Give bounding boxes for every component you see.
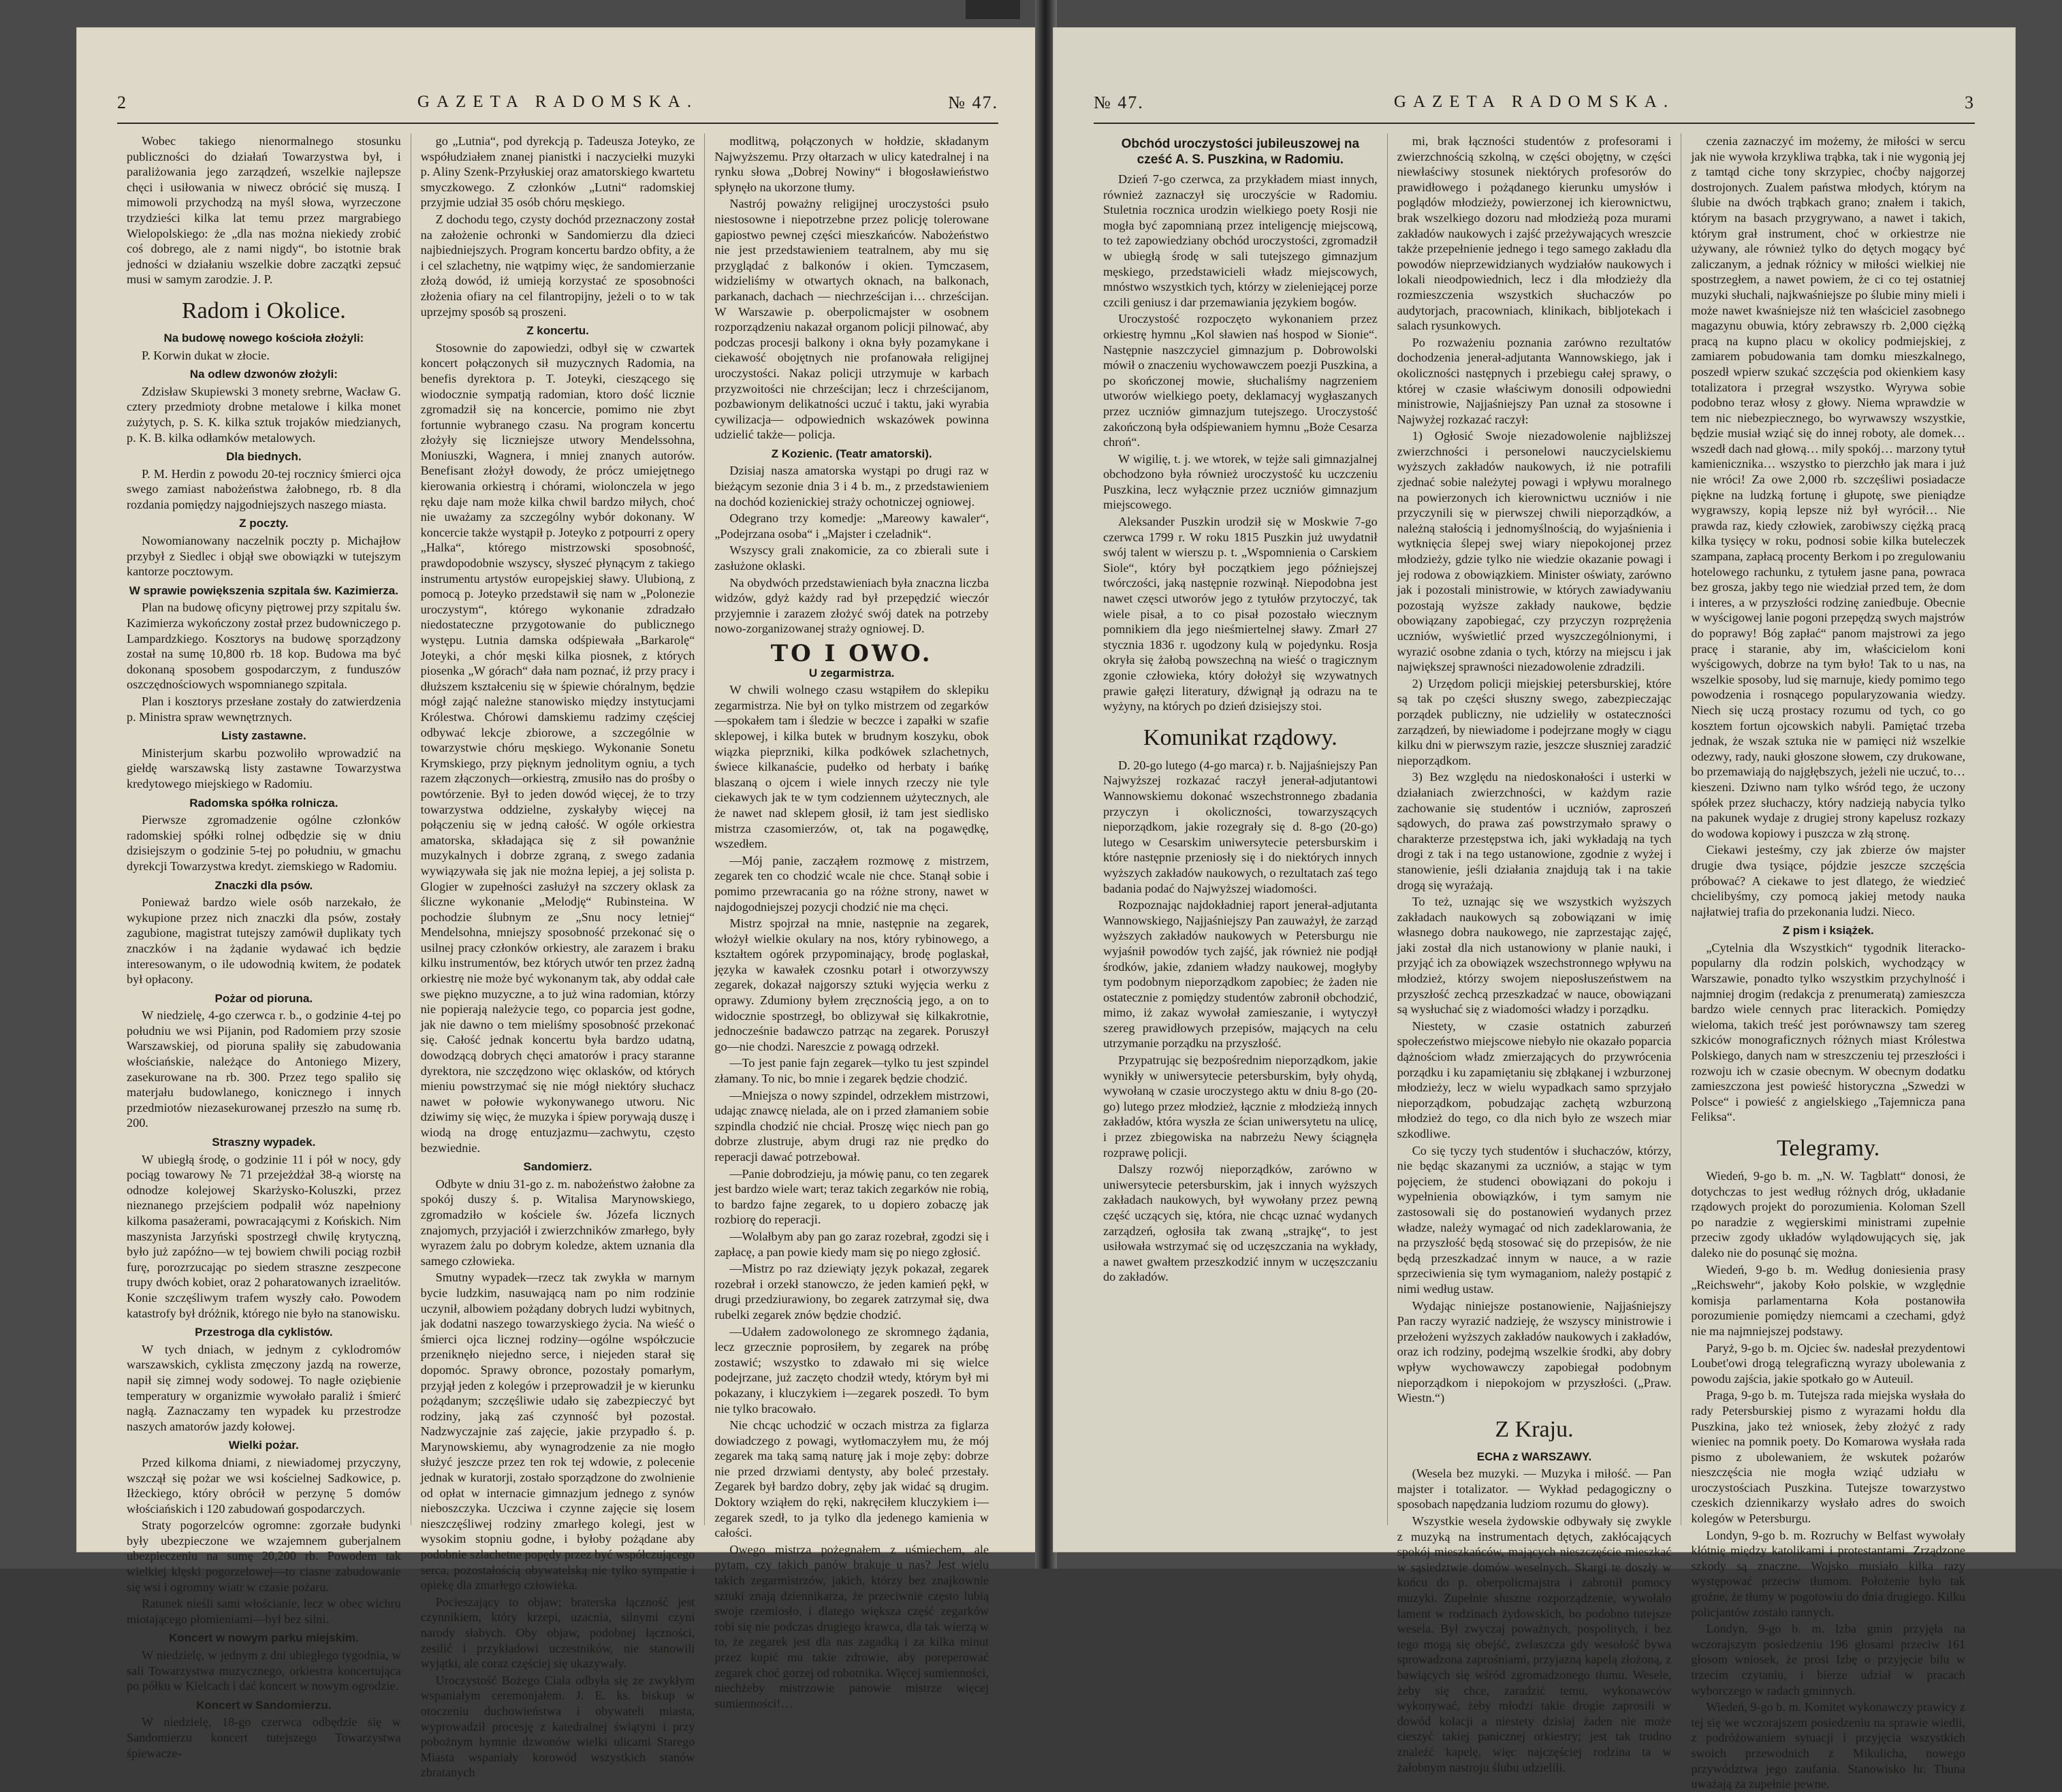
left-column-1 <box>117 133 411 1760</box>
left-masthead: GAZETA RADOMSKA. <box>417 93 699 111</box>
article-paragraph: Londyn, 9-go b. m. Izba gmin przyjęła na wczorajszym posiedzeniu 196 głosami przeciw 161 głosom wniosek, że prosi Izbę o przyjęcie bilu w trzecim czytaniu, i bierze udział w pracach wyborczego w radach gminnych. <box>1691 1622 1966 1697</box>
article-paragraph: Uroczystość Bożego Ciała odbyła się ze zwykłym wspaniałym ceremonjałem. J. E. ks. biskup w otoczeniu duchowieństwa i obywateli miasta, wyprowadził procesję z katedralnej świątyni i przy pobożnym hymnie dzwonów wielki ulicami Starego Miasta wspaniały korowód wszystkich stanów zbratanych <box>420 1673 695 1780</box>
article-paragraph: Rozpoznając najdokładniej raport jenerał-adjutanta Wannowskiego, Najjaśniejszy Pan zauważył, że zarząd wyższych zakładów naukowych w Petersburgu nie wyjaśnił powodów tych zajść, jak również nie podjął środków, jakie, zdaniem władzy naukowej, mogłyby tym podobnym nieporządkom zapobiec; że żaden nie ostatecznie z pomiędzy studentów zabronił obchodzić, mimo, iż zakaz wywołał zamieszanie, i wytyczył szereg prawidłowych przepisów, mających na celu utrzymanie porządku na przyszłość. <box>1103 898 1378 1051</box>
article-paragraph: Wszystkie wesela żydowskie odbywały się zwykle z muzyką na instrumentach dętych, zakłócających spokój mieszkańców, mających nieszczęście mieszkać w sąsiedztwie domów weselnych. Skargi te doszły w końcu do p. oberpolicmajstra i zabronił pomocy muzyki. Zupełnie słuszne rozporządzenie, wywołało lament w rodzinach żydowskich, bo podobno tutejsze wesela. Był zwyczaj poważnych, pospolitych, i bez tego mogą się obejść, zwłaszcza gdy wesołość bywa sprowadzona zaprośniami, przyjazną kapelą złożoną, z bawiących się wśród zgromadzonego tłumu. Wesele, żeby się chce, zaradzić temu, wykonawców wykonywać, żeby młodzi takie drogie zaprosili w dowód kolacji a niestety dzisiaj żaden nie może cieszyć takiej panicznej orkiestry; jest tak trudno znaleźć kapelę, więc najczęściej rodzina ta w żałobnym nastroju ślubu udzielili. <box>1397 1514 1672 1774</box>
left-page-number: 2 <box>117 93 127 112</box>
article-paragraph: —Mój panie, zacząłem rozmowę z mistrzem, zegarek ten co chodzić wcale nie chce. Stanął sobie i pomimo przewracania go na różne strony, nawet w najdogodniejszej pozycji chodzić nie ma chęci. <box>714 853 989 914</box>
article-paragraph: Praga, 9-go b. m. Tutejsza rada miejska wysłała do rady Petersburskiej pismo z wyrazami hołdu dla Puszkina, jako też wniosek, żeby złożyć z rady wieniec na pomnik poety. Do Komarowa wysłała rada pismo z ubolewaniem, że wskutek pożarów nieszczęścia nie mogła wziąć udziału w uroczystościach Puszkina. Tutejsze towarzystwo czeskich dziennikarzy wysłało adres do swoich kolegów w Petersburgu. <box>1691 1388 1966 1526</box>
right-column-1 <box>1094 133 1388 1525</box>
article-paragraph: Niestety, w czasie ostatnich zaburzeń społeczeństwo miejscowe niebyło nie okazało poparcia dążnościom władz zmierzających do przywrócenia porządku i ku zapamiętaniu się zbłąkanej i wzburzonej młodzieży, lecz w wielu wypadkach samo sprzyjało nieporządkom, pobudzając zachętą wzburzoną młodzież do tego, co dla nich było ze wszech miar szkodliwe. <box>1397 1019 1672 1140</box>
article-paragraph: Nastrój poważny religijnej uroczystości psuło niestosowne i niepotrzebne przez policję tolerowane gapiostwo pewnej części mieszkańców. Nabożeństwo nie jest przedstawieniem teatralnem, aby mu się przyglądać z balkonów i okien. Tymczasem, widzieliśmy w otwartych oknach, na balkonach, parkanach, dachach — niechrześcijan i… chrześcijan. W Warszawie p. oberpolicmajster w osobnem rozporządzeniu nakazał organom policji pilnować, aby podczas procesji balkony i okna były pozamykane i ciekawość obojętnych nie profanowała religijnej uroczystości. Nakaz policji utrzymuje w karbach przyzwoitości nie chrześcijan; lecz i chrześcijanom, pozbawionym delikatności uczuć i taktu, jaki wyrabia cywilizacja— odpowiednich wskazówek powinna udzielić także— policja. <box>714 197 989 442</box>
article-paragraph: To też, uznając się we wszystkich wyższych zakładach naukowych są zobowiązani w imię własnego dobra naukowego, nie zaprzestając zajęć, jaki został dla nich ustanowiony w planie nauki, i przyjąć ich za obowiązek wszechstronnego wpływu na młodzież, którzy swojem nieposłuszeństwem na przyszłość zechcą przeszkadzać w nauce, obowiązani są wysłuchać się z wiadomości władzy i porządku. <box>1397 895 1672 1017</box>
article-paragraph: —To jest panie fajn zegarek—tylko tu jest szpindel złamany. To nic, bo mnie i zegarek będzie chodzić. <box>714 1056 989 1086</box>
right-page <box>1053 27 2016 1791</box>
article-paragraph: Ponieważ bardzo wiele osób narzekało, że wykupione przez nich znaczki dla psów, zostały zagubione, magistrat tutejszy zamówił duplikaty tych znaczków i na żądanie wydawać ich będzie interesowanym, o ile udowodnią kwitem, że podatek był opłacony. <box>127 895 401 987</box>
article-paragraph: Paryż, 9-go b. m. Ojciec św. nadesłał prezydentowi Loubet'owi drogą telegraficzną wyrazy ubolewania z powodu zajścia, jakie spotkało go w Auteuil. <box>1691 1341 1966 1386</box>
article-heading: Pożar od pioruna. <box>215 991 313 1005</box>
article-heading: Z Kozienic. (Teatr amatorski). <box>771 447 932 460</box>
article-paragraph: 3) Bez względu na niedoskonałości i usterki w działaniach zwierzchności, w każdym razie zachowanie się studentów i uczniów, zaproszeń sądowych, do prawa zaś powstrzymało sprawy o charakterze przestępstwa ich, jaki wykładają na tych drogi z tak i na tego ustanowione, zgodnie z wyżej i stanowienie, jeśli działania znajdują tak i na takie drogą się wyrażają. <box>1397 770 1672 892</box>
article-paragraph: modlitwą, połączonych w hołdzie, składanym Najwyższemu. Przy ołtarzach w ulicy katedralnej i na rynku słowa „Dobrej Nowiny“ i błogosławieństwo spłynęło na ukorzone tłumy. <box>714 134 989 194</box>
article-heading: ECHA z WARSZAWY. <box>1476 1450 1592 1463</box>
article-paragraph: Co się tyczy tych studentów i słuchaczów, którzy, nie będąc skazanymi za uczniów, a stając w tym pojęciem, że studenci obowiązani do pokoju i wypełnienia obowiązków, i tym samym nie zastosowali się do postanowień wydanych przez władze, należy wymagać od nich zadeklarowania, że na przyszłość będą stosować się do przepisów, że nie będą przeszkadzać innym w nauce, a w razie sprzeciwienia się tym wymaganiom, należy postąpić z nimi według ustaw. <box>1397 1143 1672 1296</box>
article-heading: Znaczki dla psów. <box>215 878 313 892</box>
article-paragraph: Z dochodu tego, czysty dochód przeznaczony został na założenie ochronki w Sandomierzu dla dzieci najbiedniejszych. Program koncertu bardzo obfity, a że i cel szlachetny, nie wątpimy więc, że sandomierzanie złożą dowód, iż umieją korzystać ze sposobności złożenia ofiary na cel filantropijny, jeżeli o to w tak uprzejmy sposób są proszeni. <box>420 212 695 319</box>
article-heading: Na odlew dzwonów złożyli: <box>189 368 338 381</box>
article-paragraph: Na obydwóch przedstawieniach była znaczna liczba widzów, gdyż każdy rad był przepędzić wieczór przyjemnie i zarazem złożyć swój datek na potrzeby nowo-zorganizowanej straży ogniowej. D. <box>714 575 989 636</box>
right-masthead: GAZETA RADOMSKA. <box>1393 93 1675 111</box>
article-paragraph: Uroczystość rozpoczęto wykonaniem przez orkiestrę hymnu „Kol sławien naś hospod w Sionie“. Następnie naszczyciel gimnazjum p. Dobrowolski mówił o znaczeniu wychowawczem poezji Puszkina, a po skończonej mowie, słuchaliśmy nagrzeniem utworów wielkiego poety, deklamacyj wygłaszanych przez uczniów gimnazjum tutejszego. Uroczystość zakończoną była odśpiewaniem hymnu „Boże Cesarza chroń“. <box>1103 312 1378 449</box>
article-heading: W sprawie powiększenia szpitala św. Kazimierza. <box>129 583 398 597</box>
article-paragraph: 1) Ogłosić Swoje niezadowolenie najbliższej zwierzchności i personelowi nauczycielskiemu wyższych zakładów naukowych, iż nie potrafili zjednać sobie należytej powagi i wpływu moralnego na powierzonych ich kierownictwu uczniów i nie przyczynili się w pierwszej chwili nieporządków, a należną stałością i jednomyślnością, do wyjaśnienia i wytknięcia ślepej swej wiary niepokojonej przez młodzieży, gdzie tylko nie wiedzie okazanie powagi i jej rodowa z obowiązkiem. Minister oświaty, zarówno jak i pozostali ministrowie, w których zawiadywaniu pozostają wyższe zakłady naukowe, będzie obowiązany zapobiegać, czy przyczyn rozprężenia uczniów, wyświetlić przed wyszczególnionymi, i wyrazić osobne zdania o tych, którzy na miejscu i jak największej sprawności niezadowolenie zdradzili. <box>1397 429 1672 674</box>
article-paragraph: Zdzisław Skupiewski 3 monety srebrne, Wacław G. cztery przedmioty drobne metalowe i kilka monet zużytych, p. S. K. kilka sztuk trojaków miedzianych, p. K. B. kilka odłamków metalowych. <box>127 384 401 445</box>
article-paragraph: Owego mistrza pożegnałem z uśmiechem, ale pytam, czy takich panów brakuje u nas? Jest wielu takich zegarmistrzów, jakich, którzy bez znajkownie sztuki znają dziennikarza, że przeciwnie często lubią swoje rzemiosło, i dlatego większa część zegarków robi się nie podczas drugiego krawca, dla tak wierzą w to, że zegarek jest dla nas zagadką i za kilka minut przez kupić mu takie zdrowie, aby poreperować zegarek choć gorzej od robotnika. Więcej sumienności, niechżeby mistrzowie panowie mistrze więcej sumienności!… <box>714 1542 989 1710</box>
article-heading: Koncert w Sandomierzu. <box>196 1698 332 1712</box>
section-heading: Telegramy. <box>1777 1136 1880 1161</box>
right-column-3 <box>1681 133 1975 1791</box>
article-paragraph: Londyn, 9-go b. m. Rozruchy w Belfast wywołały kłótnię między katolikami i protestantami. Zrządzone szkody są znaczne. Wojsko musiało kilka razy występować przeciw tłumom. Położenie było tak groźne, że tłumy w pogotowiu do dnia drugiego. Kilku policjantów zostało rannych. <box>1691 1528 1966 1619</box>
article-paragraph: Dzisiaj nasza amatorska wystąpi po drugi raz w bieżącym sezonie dnia 3 i 4 b. m., z przedstawieniem na dochód kozienickiej straży ochotniczej ogniowej. <box>714 464 989 509</box>
right-page-number: 3 <box>1965 93 1975 112</box>
article-paragraph: czenia zaznaczyć im możemy, że miłości w sercu jak nie wywoła krzykliwa trąbka, tak i nie wygonią jej z tamtąd ciche tony skrzypiec, choćby najgorzej dostrojonych. Zualem państwa młodych, którym na ślubie na dwóch trąbkach grano; znałem i takich, którym na basach przygrywano, a nawet i takich, którym grał instrument, choć w orkiestrze nie używany, ale również tylko do dętych mogący być zaliczanym, a jednak różnicy w miłości wielkiej nie spostrzegłem, a nawet powiem, że ci co tej ostatniej muzyki słuchali, najkwaśniejsze po ślubie miny mieli i może nawet kwaśniejsze niż ten właściciel zasobnego magazynu obuwia, który zebrawszy rb. 2,000 ciężką pracą na kupno placu w okolicy podmiejskiej, z zamiarem pobudowania tam domku mieszkalnego, poszedł wpierw szukać szczęścia pod okienkiem kasy totalizatora i przegrał wszystko. Wyrywa sobie podobno teraz włosy z głowy. Niema wprawdzie w tem nic niebezpiecznego, bo wyrwawszy wszystkie, będzie musiał wziąć się do innej roboty, ale domek… wszedł dach nad głową… mily spokój… marzony tytuł kamienicznika… wszystko to pierzchło jak mara i już nie wróci! Za owe 2,000 rb. szczęśliwi posiadacze piękne na ludzką fortunę i głupotę, swe pieniądze wygrawszy, kopią lepsze niż był wyrócił… Nie prawda raz, kiedy człowiek, zarobiwszy ciężką pracą kilka tysięcy w roku, podnosi sobie kilka buteleczek szampana, zapłacą procenty Berkom i po zregulowaniu hotelowego rachunku, z tytułem jasne pana, powraca bez grosza, jakby tego nie wiedział przed tem, że dom i interes, a w przyszłości rodzinę zaniedbuje. Obecnie w wyścigowej lanie pogoni przepędzą swych majstrów do poprawy! Bóg zapłać“ panom majstrowi za jego pracę i staranie, aby im, właścicielom koni wyścigowych, dobrze na tym było! Tak to u nas, na wszelkie sposoby, lud się marnuje, kiedy pomimo tego powodzenia i rosnącego popularyzowania wiedzy. Niech się uczą prostacy rozumu od tych, co go kosztem fortun ojcowskich nabyli. Pamiętać trzeba jednak, że wszak sztuka nie w pamięci niż wszelkie odezwy, rady, nauki głoszone słowem, czy drukowane, bo przemawiają do najgłębszych, jeżeli nie uczuć, to… kieszeni. Dziwno nam tylko wśród tego, że uczony spółek przez słuchaczy, który nadzieją nabycia tylko na pakunek wydaje z drugiej strony kapelusz rozkazy do wodowa kopiowy i puszcza w złą stronę. <box>1691 134 1966 840</box>
article-paragraph: W chwili wolnego czasu wstąpiłem do sklepiku zegarmistrza. Nie był on tylko mistrzem od zegarków—spokałem tam i śledzie w beczce i zapałki w szafie sklepowej, i kilka butek w brudnym koszyku, obok wiązka pieprzniki, kilka podkówek szlachetnych, świece kilkanaście, pudełko od herbaty i bańkę blaszaną o ojcem i wiele innych rzeczy nie tyle ciekawych jak te w tym codziennem użytecznych, ale że nawet nad sklepem głosił, iż tam jest siedlisko mistrza czasomierzów, ot, tak na pogawędkę, wszedłem. <box>714 683 989 851</box>
article-paragraph: Odegrano trzy komedje: „Mareowy kawaler“, „Podejrzana osoba“ i „Majster i czeladnik“. <box>714 511 989 541</box>
article-paragraph: Plan i kosztorys przesłane zostały do zatwierdzenia p. Ministra spraw wewnętrznych. <box>127 694 401 724</box>
article-paragraph: P. M. Herdin z powodu 20-tej rocznicy śmierci ojca swego zamiast nabożeństwa żałobnego, rb. 8 dla rozdania pomiędzy najgodniejszych naszego miasta. <box>127 466 401 511</box>
left-column-2 <box>411 133 705 1780</box>
column-title: TO I OWO. <box>770 640 933 667</box>
article-paragraph: Wiedeń, 9-go b. m. Komitet wykonawczy prawicy z tej się we wczorajszem posiedzeniu na sprawie wiedli, z podróżowaniem sytuacji i przyjęcia wszystkich swoich przewodnich z Mikulicha, nowego przywództwa jego zaufania. Stanowisko hr. Thuna uważają za zupełnie pewne. <box>1691 1700 1966 1791</box>
article-paragraph: W niedzielę, w jednym z dni ubiegłego tygodnia, w sali Towarzystwa muzycznego, orkiestra koncertująca po półku w Kielcach i dać koncert w nowym ogrodzie. <box>127 1648 401 1693</box>
article-paragraph: mi, brak łączności studentów z profesorami i zwierzchnością szkolną, w części obojętny, w części niewłaściwy stosunek niektórych profesorów do prawidłowego i pożądanego kierunku umysłów i poglądów młodzieży, powierzonej ich kierownictwu, brak wszelkiego dozoru nad młodzieżą poza murami zakładów naukowych i zajść przeżywających wreszcie także przepełnienie jednego i tego samego zakładu dla powodów nieprzewidzianych wydziałów naukowych i lokali nieodpowiednich, lecz i dla młodzieży dla rozmieszczenia wszystkich słuchaczów po audytorjach, pracowniach, klinikach, bibljotekach i salach rysunkowych. <box>1397 134 1672 333</box>
article-paragraph: 2) Urzędom policji miejskiej petersburskiej, które są tak po części słuszny swego, zabezpieczając porządek publiczny, nie udzieliły w ostateczności zarządzeń, by niewiadome i podejrzane mogły w ciągu kilku dni w pierwszym razie, jeszcze słuszniej zaradzić nieporządkom. <box>1397 676 1672 767</box>
right-column-2 <box>1388 133 1682 1774</box>
article-paragraph: Mistrz spojrzał na mnie, następnie na zegarek, włożył wielkie okulary na nos, który rybinowego, a kształtem ogórek przypominający, brodę poglaskał, języka w kawałek czosnku potarł i otworzywszy zegarek, dokazał najgorszy sztuki wyjęcia werku z oprawy. Zdumiony byłem zręcznością jego, a on to widocznie spostrzegł, bo oblizywał się kilkakrotnie, jednocześnie badawczo patrząc na zegarek. Poruszył go—nie chodzi. Nareszcie z powagą odrzekł. <box>714 916 989 1053</box>
article-paragraph: W niedzielę, 4-go czerwca r. b., o godzinie 4-tej po południu we wsi Pijanin, pod Radomiem przy szosie Warszawskiej, od pioruna spaliły się zabudowania włościańskie, należące do Antoniego Mizery, zasekurowane na rb. 300. Przez tego spaliło się materjału budowlanego, konicznego i innych przedmiotów niezasekurowanej przeszło na sumę rb. 200. <box>127 1008 401 1130</box>
article-heading: Wielki pożar. <box>228 1439 299 1452</box>
article-paragraph: Przed kilkoma dniami, z niewiadomej przyczyny, wszczął się pożar we wsi kościelnej Sadkowice, p. Iłżeckiego, który obrócił w perzynę 5 domów włościańskich i 120 zabudowań gospodarczych. <box>127 1455 401 1516</box>
article-paragraph: Nie chcąc uchodzić w oczach mistrza za figlarza dowiadczego z powagi, wytłomaczyłem mu, że mój zegarek ma taką samą naturę jak i moje zęby: dobrze nie przed drzwiami dentysty, aby boleć przestały. Zegarek był bardzo dobry, zęby jak widać są drugim. Doktory wziąłem do ręki, nakręciłem kluczykiem i—zegarek szedł, to ja tylko dla jedenego kamienia w całości. <box>714 1418 989 1540</box>
article-paragraph: Wobec takiego nienormalnego stosunku publiczności do działań Towarzystwa był, i paraliżowania jego zarządzeń, wszelkie najlepsze chęci i usiłowania w niwecz obrócić się muszą. I mimowoli przychodzą na myśl słowa, wyrzeczone trzydzieści kilka lat temu przez margrabiego Wielopolskiego: że „dla nas można niekiedy zrobić coś dobrego, ale z nami nigdy“, bo istotnie brak jedności w działaniu wszelkie dobre zaczątki zepsuć musi w samym zarodzie. J. P. <box>127 134 401 287</box>
left-header <box>117 93 998 124</box>
article-paragraph: Wiedeń, 9-go b. m. „N. W. Tagblatt“ donosi, że dotychczas to jest według różnych dróg, układanie rządowych projekt do porozumienia. Koloman Szell po naradzie z węgierskimi ministrami zupełnie przeciw zgody układów wylądowujących się, jak daleko nie do posunąć się można. <box>1691 1169 1966 1260</box>
article-paragraph: go „Lutnia“, pod dyrekcją p. Tadeusza Joteyko, ze współudziałem znanej pianistki i naczyciełki muzyki p. Aliny Szenk-Przyłuskiej oraz amatorskiego kwartetu smyczkowego. Z członków „Lutni“ radomskiej przyjmie udział 35 osób chóru męskiego. <box>420 134 695 210</box>
article-paragraph: P. Korwin dukat w złocie. <box>142 348 270 362</box>
right-columns <box>1094 133 1975 1791</box>
section-heading: Z Kraju. <box>1495 1416 1574 1442</box>
article-paragraph: —Udałem zadowolonego ze skromnego żądania, lecz grzecznie poprosiłem, by zegarek na próbę zostawić; wszystko to zdawało mi się wielce podejrzane, już zaczęto chodził wtedy, którym był mi pokazany, i kluczykiem i—zegarek poszedł. To bym nie tylko bracowało. <box>714 1324 989 1415</box>
article-paragraph: Smutny wypadek—rzecz tak zwykła w marnym bycie ludzkim, nasuwającą nam po nim rodzinie uczynił, albowiem pożądany dobrych ludzi wybitnych, jak dodatni naszego towarzyskiego życia. Na wieść o śmierci ojca licznej rodziny—ogólne współczucie przeniknęło niejedno serce, i niejeden starał się dopomóc. Sprawy obronce, pozostały pomarłym, przyjął jeden z kolegów i przeprowadził je w kierunku pożądanym; szczęśliwie udało się zabezpieczyć byt rodziny, jaką zaś czynność był pozostał. Nadzwyczajnie zaś zajęcie, jakie przypadło ś. p. Marynowskiemu, aby wynagrodzenie za nie mogło służyć jeszcze przez ten rok tej wdowie, z polecenie jednak w kuratorji, zostało sporządzone do zwolnienie od opłat w internacie gimnazjum jednego z synów nieboszczyka. Uczciwa i czynne zajęcie się losem nieszczęśliwej rodziny zmarłego kolegi, jest w wysokim stopniu godne, i byłoby pożądane aby podobnie szlachetne popędy przez być współczującego serca, pozostałością obywatelską nie tylko sympatie i opiekę dla zmarłego człowieka. <box>420 1270 695 1593</box>
right-issue-number: № 47. <box>1094 93 1144 112</box>
article-paragraph: Aleksander Puszkin urodził się w Moskwie 7-go czerwca 1799 r. W roku 1815 Puszkin już uwydatnił swój talent w wierszu p. t. „Wspomnienia o Carskiem Siole“, który był początkiem jego późniejszej twórczości, jaką następnie rozwinął. Niepodobna jest nawet częsci utworów jego z tytułów przytoczyć, tak wiele pisał, a to co pisał pozostało wiecznym pomnikiem dla jego nieśmiertelnej sławy. Zmarł 27 stycznia 1836 r. ugodzony kulą w pojedynku. Rosja okryła się żałobą powszechną na wieść o tragicznym zgonie człowieka, który dołożył się wzywatnych prawie gałęzi literatury, dźwignął ją odrazu na te wyżyny, na których po dzień dzisiejszy stoi. <box>1103 515 1378 714</box>
article-heading: Listy zastawne. <box>221 729 306 743</box>
article-heading: Z poczty. <box>239 517 289 530</box>
section-heading: Komunikat rządowy. <box>1143 724 1337 750</box>
article-paragraph: Dzień 7-go czerwca, za przykładem miast innych, również zaznaczył się uroczyście w Radomiu. Stuletnia rocznica urodzin wielkiego poety Rosji nie mogła być zapomnianą przez inteligencję miejscową, to też zapowiedziany obchód uroczystości, zgromadził w ubiegłą środę w sali tutejszego gimnazjum męskiego, przedstawicieli władz miejscowych, mnóstwo wszystkich tych, którzy w zieleniejącej porze czcili geniusz i dar przemawiania językiem bogów. <box>1103 172 1378 309</box>
article-paragraph: Dalszy rozwój nieporządków, zarówno w uniwersytecie petersburskim, jak i innych wyższych zakładach naukowych, był wywołany przez pewną część uczących się, która, nie chcąc uznać wydanych zarządzeń, ogłosiła tak zwaną „strajkę“, to jest usiłowała wstrzymać się od uczęszczania na wykłady, a nawet gwałtem przeszkodzić innym w uczęszczaniu do zakładów. <box>1103 1162 1378 1284</box>
article-paragraph: Wszyscy grali znakomicie, za co zbierali sute i zasłużone oklaski. <box>714 543 989 573</box>
article-heading: Dla biednych. <box>226 450 302 464</box>
article-paragraph: —Mniejsza o nowy szpindel, odrzekłem mistrzowi, udając znawcę nielada, ale on i przed złamaniem sobie szpindla chodzić nie chciał. Proszę więc niech pan go dobrze zlustruje, abym drugi raz nie prędko do reperacji dawać potrzebował. <box>714 1088 989 1164</box>
article-paragraph: W ubiegłą środę, o godzinie 11 i pół w nocy, gdy pociąg towarowy № 71 przejeżdżał 38-ą wiorstę na odnodze kolejowej Skarżysko-Koluszki, przez nieznanego przejściem podpalił wóz napełniony kilkoma pasażerami, powracającymi z Końskich. Nim maszynista Jarzyński spostrzegł chwilę krytyczną, było już zapóźno—w tej bowiem chwili pociąg rozbił furę, porozrzucając po siedem straszne zeszpecone trupy dwóch kobiet, oraz 2 poharatowanych izraelitów. Konie szczęśliwym trafem wyszły cało. Powodem katastrofy był dróżnik, którego nie było na stanowisku. <box>127 1152 401 1320</box>
article-paragraph: D. 20-go lutego (4-go marca) r. b. Najjaśniejszy Pan Najwyższej rozkazać raczył jenerał-adjutantowi Wannowskiemu dokonać wszechstronnego zbadania przyczyn i okoliczności, towarzyszących nieporządkom, jakie rozegrały się d. 8-go (20-go) lutego w Cesarskim uniwersytecie petersburskim i które następnie przeniosły się i do niektórych innych wyższych zakładów naukowych, o rezultatach zaś tego badania podać do Najwyższej wiadomości. <box>1103 758 1378 895</box>
article-heading: Z pism i książek. <box>1782 924 1874 938</box>
article-heading: Obchód uroczystości jubileuszowej na cześć A. S. Puszkina, w Radomiu. <box>1121 137 1360 167</box>
article-paragraph: Wiedeń, 9-go b. m. Według doniesienia prasy „Reichswehr“, jakoby Koło polskie, w względnie komisja parlamentarna Koła postanowiła porozumienie pomiędzy niemcami a czechami, gdyż nie ma najmniejszej podstawy. <box>1691 1262 1966 1338</box>
article-paragraph: —Wolałbym aby pan go zaraz rozebrał, zgodzi się i zapłacę, a pan powie kiedy mam się po niego zgłosić. <box>714 1229 989 1259</box>
article-paragraph: Straty pogorzelców ogromne: zgorzałe budynki były ubezpieczone we wzajemnem guberjalnem ubezpieczeniu na sumę 20,200 rb. Powodem tak wielkiej klęski pogorzelowej—to ciasne zabudowanie się wsi i ogromny wiatr w czasie pożaru. <box>127 1518 401 1594</box>
article-heading: Sandomierz. <box>523 1160 592 1174</box>
article-heading: Straszny wypadek. <box>212 1136 316 1149</box>
article-heading: U zegarmistrza. <box>808 666 895 679</box>
article-paragraph: Po rozważeniu poznania zarówno rezultatów dochodzenia jenerał-adjutanta Wannowskiego, jak i okoliczności następnych i przebiegu całej sprawy, o której w czasie właściwym donosili odpowiedni ministrowie, Najjaśniejszy Pan uznał za stosowne i Najwyżej rozkazać raczył: <box>1397 335 1672 426</box>
article-paragraph: (Wesela bez muzyki. — Muzyka i miłość. — Pan majster i totalizator. — Wykład pedagogiczny o sposobach napędzania ludziom rozumu do głowy). <box>1397 1467 1672 1511</box>
article-paragraph: —Panie dobrodzieju, ja mówię panu, co ten zegarek jest bardzo wiele wart; teraz takich zegarków nie robią, to bardzo fajne zegarek, to u dopiero zobaczę jak rozbiorę do reperacji. <box>714 1166 989 1227</box>
article-heading: Koncert w nowym parku miejskim. <box>168 1631 359 1645</box>
article-heading: Z koncertu. <box>526 324 589 338</box>
article-heading: Na budowę nowego kościoła złożyli: <box>163 331 364 345</box>
article-paragraph: Plan na budowę oficyny piętrowej przy szpitalu św. Kazimierza wykończony został przez budowniczego p. Lampardzkiego. Kosztorys na budowę sporządzony został na sumę 10,800 rb. 18 kop. Budowa ma być dokonaną sposobem gospodarczym, z funduszów oszczędnościowych wspomnianego szpitala. <box>127 601 401 692</box>
scanner-tab <box>966 0 1020 19</box>
article-paragraph: —Mistrz po raz dziewiąty język pokazał, zegarek rozebrał i orzekł stanowczo, że jeden kamień pękł, w drugi przedziurawiony, bo zegarek zatrzymał się, dwa rubelki zegarek znów będzie chodzić. <box>714 1262 989 1322</box>
article-paragraph: Ratunek nieśli sami włościanie, lecz w obec wichru miotającego płomieniami—był bez silni. <box>127 1597 401 1626</box>
article-paragraph: Pierwsze zgromadzenie ogólne członków radomskiej spółki rolnej odbędzie się w dniu dzisiejszym o godzinie 5-tej po południu, w gmachu dyrekcji Towarzystwa kredyt. ziemskiego w Radomiu. <box>127 813 401 873</box>
section-heading: Radom i Okolice. <box>181 298 346 323</box>
article-heading: Przestroga dla cyklistów. <box>195 1326 333 1339</box>
right-header <box>1094 93 1975 124</box>
article-paragraph: „Cytelnia dla Wszystkich“ tygodnik literacko-popularny dla rodzin polskich, wychodzący w Warszawie, ponadto tylko wszystkim przychylność i najmniej drogim (redakcja z prenumeratą) zamieszcza bardzo wiele cennych prac literackich. Pomiędzy wieloma, takich treść jest porównawszy tam szereg szkiców monograficznych różnych miast Królestwa Polskiego, danych nam w streszczeniu tej przeszłości i rozwoju ich w czasie obecnym. W obecnym dodatku zamieszczona jest powieść historyczna „Szwedzi w Polsce“ i powieść z angielskiego „Tajemnicza pana Feliksa“. <box>1691 940 1966 1124</box>
article-paragraph: Odbyte w dniu 31-go z. m. nabożeństwo żałobne za spokój duszy ś. p. Witalisa Marynowskiego, zgromadziło w kościele św. Józefa licznych znajomych, przyjaciół i zwierzchników zmarłego, były wyrazem żalu po dobrym koledze, aktem uznania dla samego człowieka. <box>420 1177 695 1268</box>
left-page <box>76 27 1039 1780</box>
article-paragraph: Przypatrując się bezpośrednim nieporządkom, jakie wynikły w uniwersytecie petersburskim, były ohydą, wywołaną w czasie uroczystego aktu w dniu 8-go (20-go) lutego przez młodzież, łącznie z młodzieżą innych zakładów, która wyszła ze ścian uniwersytetu na ulicę, i przez zbiegowiska na nabrzeżu Newy ściągnęła rozprawę policji. <box>1103 1053 1378 1159</box>
article-heading: Radomska spółka rolnicza. <box>189 796 338 810</box>
left-columns <box>117 133 998 1780</box>
article-paragraph: Wydając niniejsze postanowienie, Najjaśniejszy Pan raczy wyrazić nadzieję, że wszyscy ministrowie i przełożeni wyższych zakładów naukowych i zakładów, oraz ich rodziny, podejmą wszelkie środki, aby dobry wpływ wychowawczy zapobiegał podobnym nieporządkom i niepokojom w przyszłości. („Praw. Wiestn.“) <box>1397 1298 1672 1405</box>
article-paragraph: Stosownie do zapowiedzi, odbył się w czwartek koncert połączonych sił muzycznych Radomia, na benefis dyrektora p. T. Joteyki, cieszącego się wiodocznie sympatją radomian, ktoro dość licznie zgromadził się na koncercie, pomimo nie zbyt fortunnie wybranego czasu. Na program koncertu złożyły się liczniejsze utwory Mendelssohna, Moniuszki, Wagnera, i mniej znanych autorów. Benefisant złożył dowody, że prócz umiejętnego kierowania orkiestrą i chórami, wiolonczela w jego ręku daje nam może kilka chwil bardzo miłych, choć nie uważamy za szczególny wybór dokonany. W koncercie także wystąpił p. Joteyko z potpourri z opery „Halka“, którego mistrzowski sposobność, prawdopodobnie wszyscy, słyszeć płynącym z takiego instrumentu artystów europejskiej sławy. Ulubioną, z pomocą p. Joteyko przedstawił się nam w „Polonezie uroczystym“, którego wykonanie zdradzało niedostateczne przygotowanie do publicznego występu. Lutnia damska odśpiewała „Barkarolę“ Joteyki, a chór męski kilka piosnek, z których piosenka „W górach“ dała nam poznać, iż przy pracy i dłuższem kształceniu się w śpiewie chóralnym, będzie mógł zająć należne stanowisko między instytucjami Królestwa. Chórowi damskiemu radzimy częściej odbywać lekcje zbiorowe, a szczególnie w towarzystwie chóru męskiego. Wykonanie Sonetu Krymskiego, przy pięknym jednolitym ogniu, a tych razem złączonych—orkiestrą, zmusiło nas do prośby o powtórzenie. Był to jeden dowód więcej, że to trzy towarzystwa oddzielne, zyskałyby więcej na połączeniu się w jedną całość. W ogóle orkiestra amatorska, składająca się z sił powanżnie muzykalnych i dobrze zgraną, z swego zadania wywiązywała się jak nie można lepiej, a jej solista p. Glogier w zupełności zasłużył na szczery oklask za śliczne wykonanie „Melodję“ Rubinsteina. W pochodzie ślubnym ze „Snu nocy letniej“ Mendelsohna, mniejszy sposobność przekonać się o usilnej pracy członków orkiestry, ale zarazem i braku kilku instrumentów, bez których utwór ten przez żadną orkiestrę nie może być wykonanym tak, aby oddał całe swe piękno muzyczne, a to już wina radomian, którzy nie popierają należycie tego, co poparcia jest godne, jak nie dawno o tem mieliśmy sposobność przekonać się. Całość jednak koncertu była bardzo udatną, dowodzącą dobrych chęci amatorów i pracy staranne dyrektora, nie szczędzono więc oklasków, od których mieniu powstrzymać się nie mógł niektóry słuchacz nawet w połowie wykonywanego utworu. Nic dziwimy się więc, że muzyka i śpiew porywają duszę i wiodą na drogę entuzjazmu—zachwytu, często bezwiednie. <box>420 340 695 1155</box>
article-paragraph: Ministerjum skarbu pozwoliło wprowadzić na giełdę warszawską listy zastawne Towarzystwa kredytowego miejskiego w Radomiu. <box>127 746 401 790</box>
left-column-3 <box>705 133 998 1710</box>
article-paragraph: W wigilię, t. j. we wtorek, w tejże sali gimnazjalnej obchodzono była również uroczystość ku uczczeniu Puszkina, lecz wyłącznie przez uczniów gimnazjum miejscowego. <box>1103 451 1378 512</box>
article-paragraph: Nowomianowany naczelnik poczty p. Michajłow przybył z Siedlec i objął swe obowiązki w tutejszym kantorze pocztowym. <box>127 534 401 579</box>
article-paragraph: Ciekawi jesteśmy, czy jak zbierze ów majster drugie dwa tysiące, pójdzie jeszcze szczęścia próbować? A ciekawe to jest dlatego, że wiedzieć chcielibyśmy, czy pomocą jakiej metody nauka najłatwiej trafia do przekonania ludzi. Nieco. <box>1691 843 1966 918</box>
article-paragraph: W tych dniach, w jednym z cyklodromów warszawskich, cyklista zmęczony jazdą na rowerze, napił się zimnej wody sodowej. To nagłe oziębienie temperatury w organizmie wywołało paraliż i śmierć nagłą. Zaznaczamy ten wypadek ku przestrodze naszych amatorów jazdy kołowej. <box>127 1342 401 1433</box>
article-paragraph: W niedzielę, 18-go czerwca odbędzie się w Sandomierzu koncert tutejszego Towarzystwa śpiewacze- <box>127 1715 401 1760</box>
left-issue-number: № 47. <box>948 93 998 112</box>
article-paragraph: Pocieszający to objaw; braterska łączność jest czynnikiem, który krzepi, uzacnia, silnymi czyni narody słabych. Oby objaw, podobnej łączności, zesilić i przykładowi uczestników, nie stanowili wyjątki, ale coraz częściej się ukazywały. <box>420 1595 695 1671</box>
